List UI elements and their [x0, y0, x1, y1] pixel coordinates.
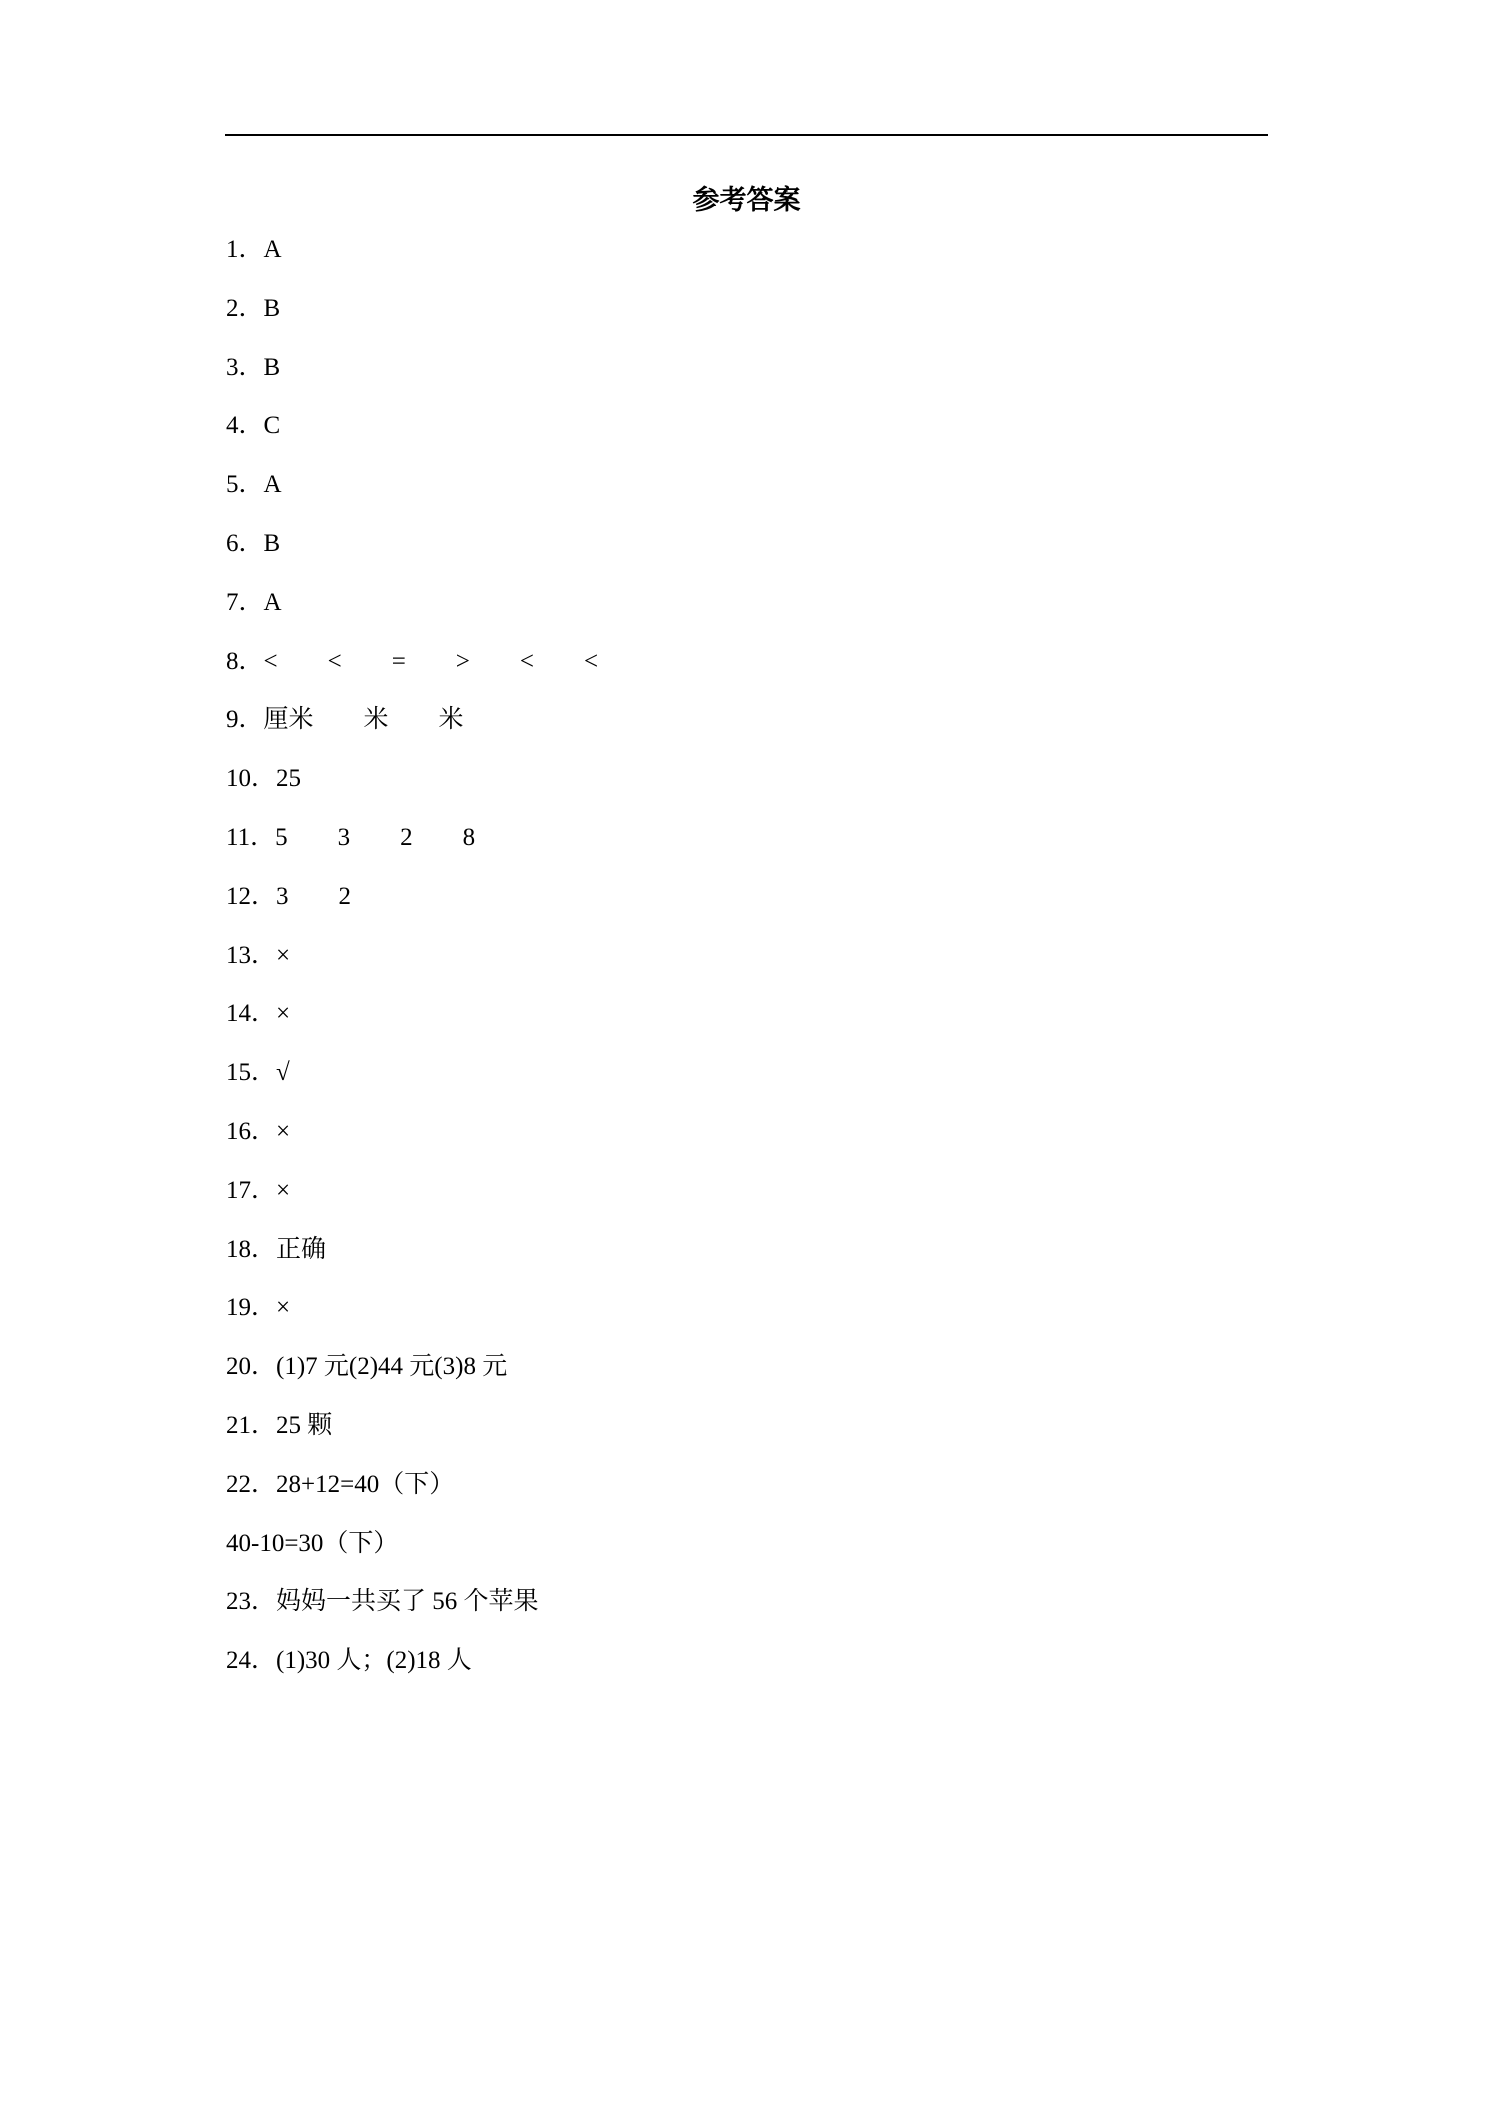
answer-line: 12．3 2: [226, 882, 352, 910]
answer-line: 17．×: [226, 1176, 291, 1204]
answer-line: 18．正确: [226, 1235, 327, 1263]
answer-line: 40-10=30（下）: [226, 1529, 399, 1557]
answer-line: 10．25: [226, 765, 302, 793]
answer-line: 22．28+12=40（下）: [226, 1470, 455, 1498]
answer-line: 3．B: [226, 353, 281, 381]
answer-line: 7．A: [226, 588, 282, 616]
answer-line: 19．×: [226, 1294, 291, 1322]
answer-list: [226, 230, 598, 1700]
page-title: 参考答案: [692, 185, 801, 215]
answer-line: 16．×: [226, 1117, 291, 1145]
answer-line: 6．B: [226, 529, 281, 557]
answer-line: 15．√: [226, 1059, 290, 1087]
answer-line: 5．A: [226, 471, 282, 499]
answer-line: 1．A: [226, 236, 282, 263]
answer-line: 20．(1)7 元(2)44 元(3)8 元: [226, 1353, 508, 1381]
answer-line: 2．B: [226, 294, 281, 322]
answer-line: 21．25 颗: [226, 1411, 333, 1439]
answer-line: 24．(1)30 人；(2)18 人: [226, 1647, 472, 1675]
answer-line: 4．C: [226, 412, 281, 440]
header-rule: [225, 134, 1268, 136]
answer-line: 14．×: [226, 1000, 291, 1028]
answer-line: 8．< < = > < <: [226, 647, 599, 675]
answer-line: 9．厘米 米 米: [226, 706, 464, 734]
answer-line: 11．5 3 2 8: [226, 823, 476, 851]
answer-line: 13．×: [226, 941, 291, 969]
answer-line: 23．妈妈一共买了 56 个苹果: [226, 1588, 539, 1616]
